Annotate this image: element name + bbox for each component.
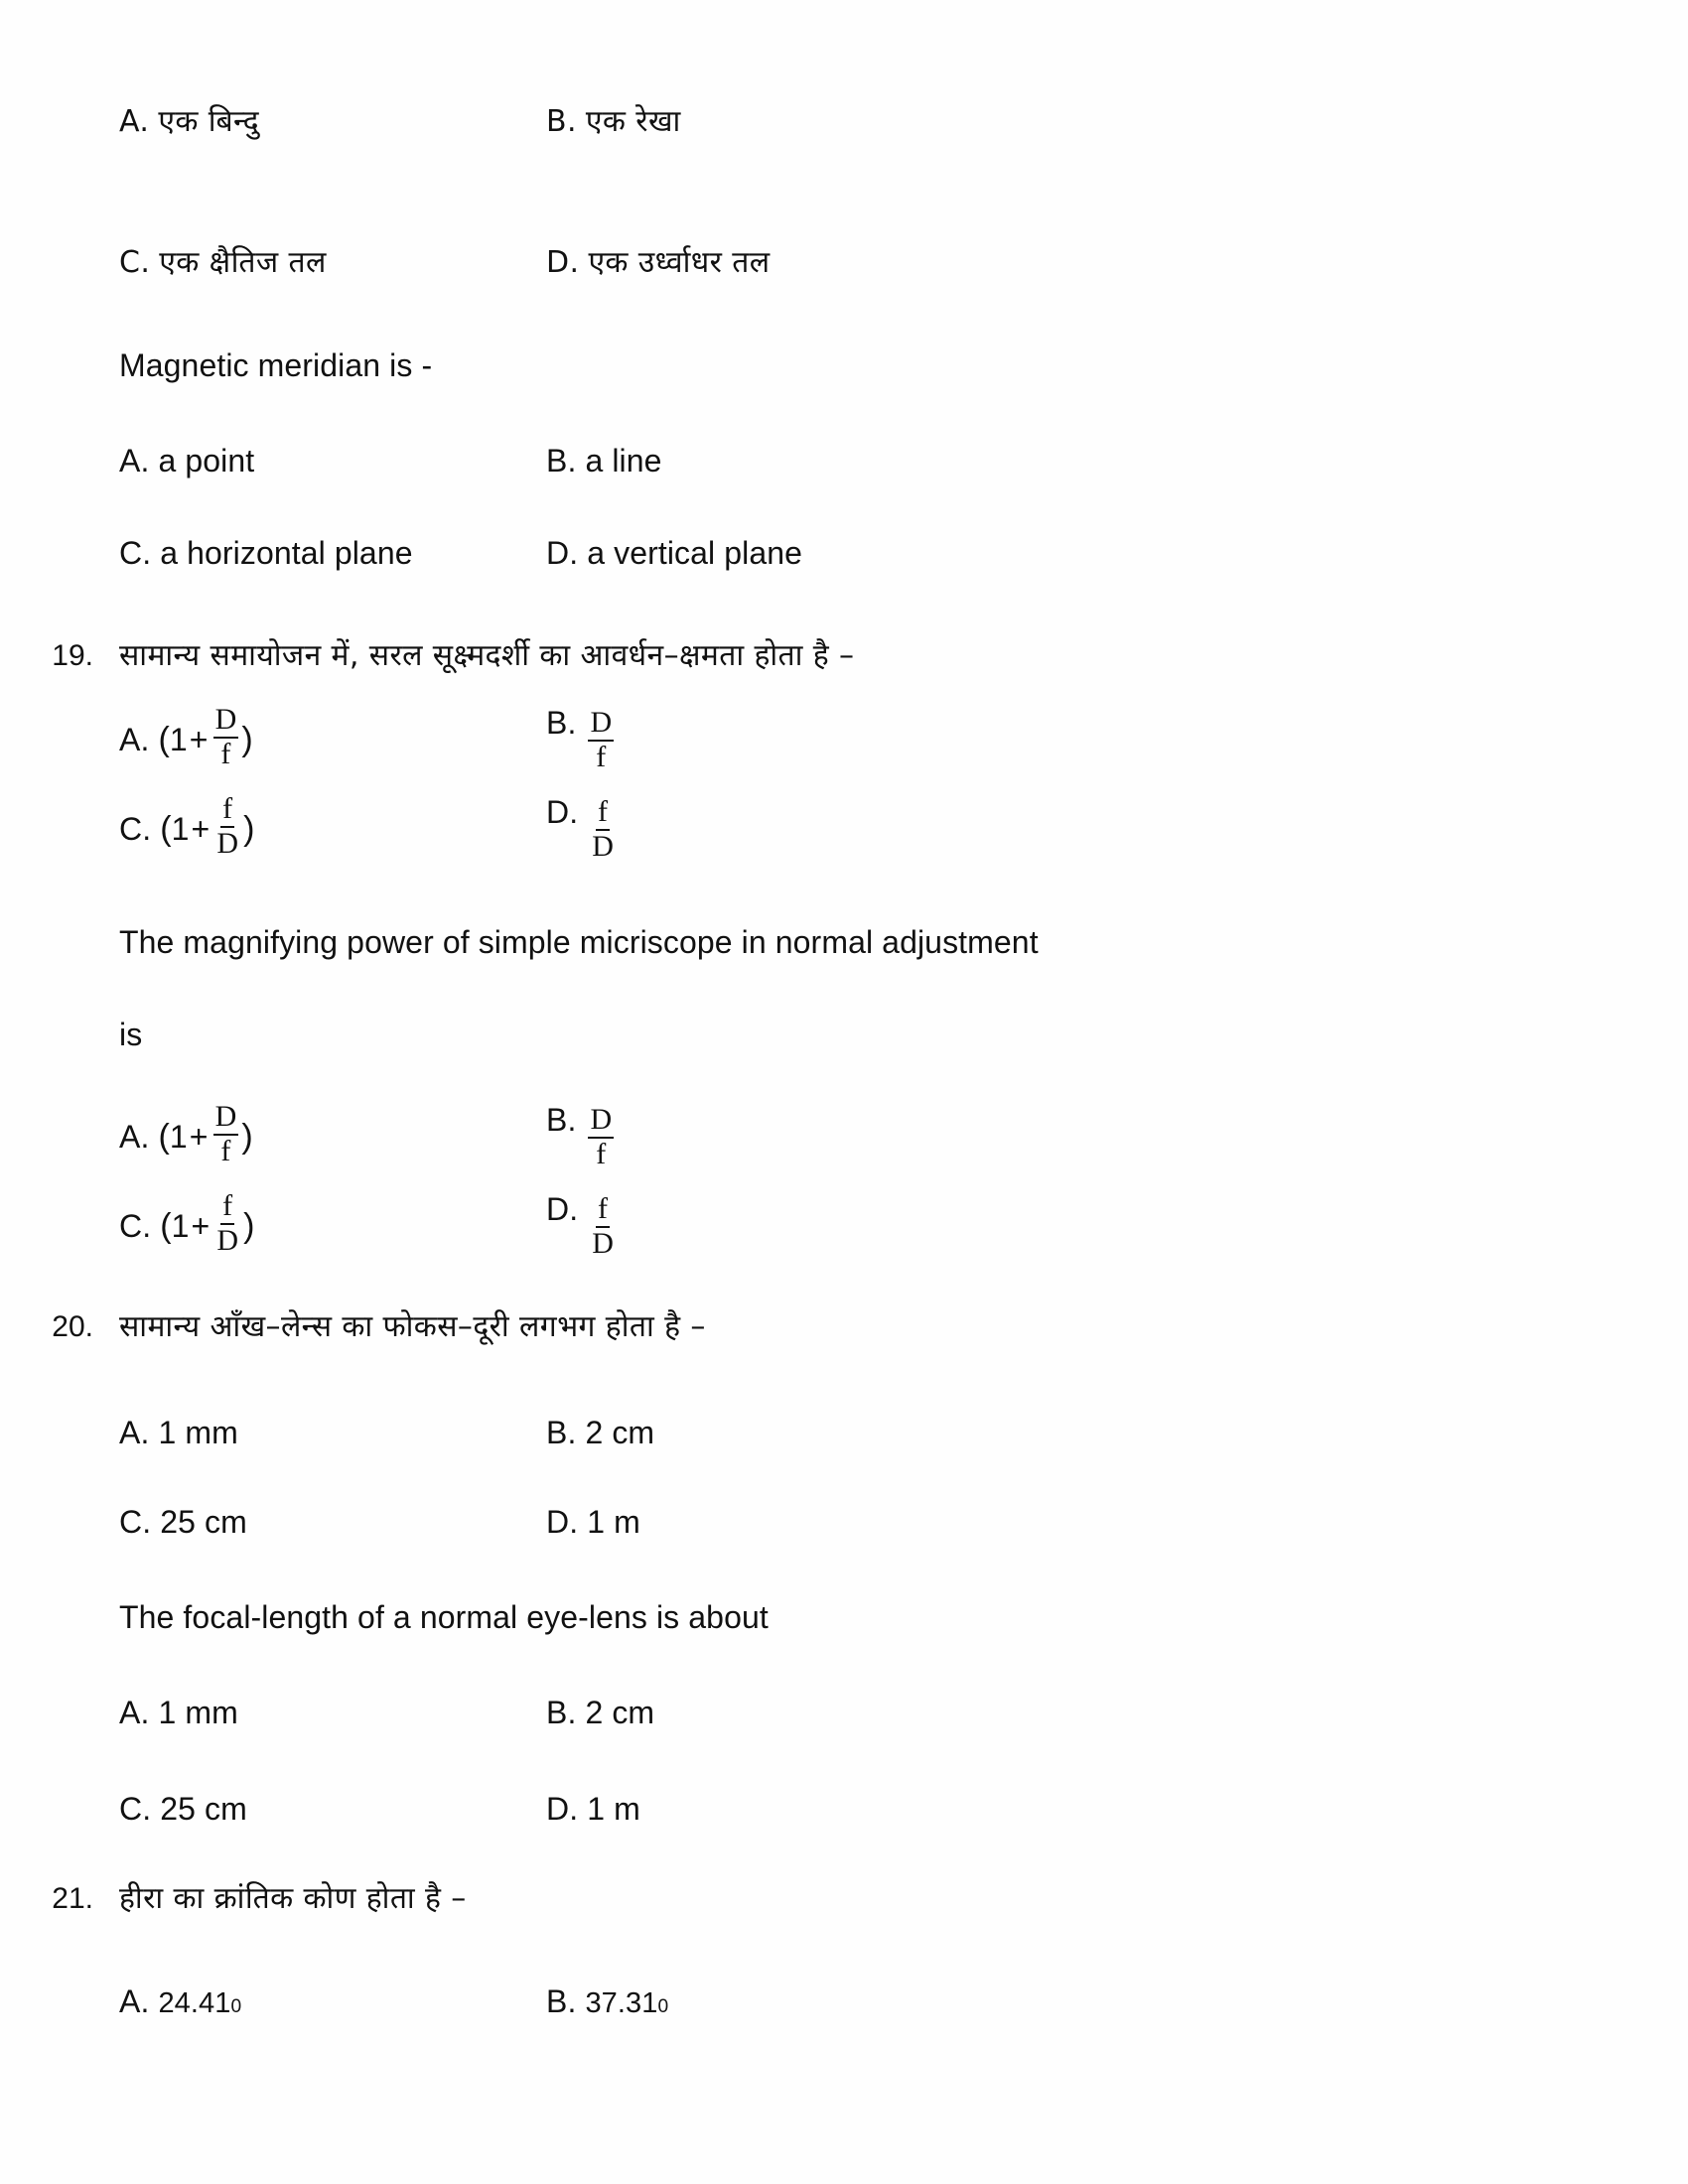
option-text: एक क्षैतिज तल	[159, 245, 327, 280]
option-d[interactable]	[546, 796, 1688, 864]
option-label: A.	[119, 443, 150, 478]
option-value: 37.31	[585, 1987, 658, 2019]
option-a[interactable]	[119, 445, 546, 477]
open-paren: (	[158, 720, 170, 758]
fraction-denominator: D	[592, 829, 614, 863]
option-d[interactable]	[546, 537, 1688, 569]
question-19-english-options-row-1	[0, 1100, 1688, 1171]
option-label: A.	[119, 1695, 150, 1730]
option-c[interactable]	[119, 1506, 546, 1538]
option-text: a vertical plane	[587, 535, 803, 571]
close-paren: )	[243, 809, 255, 848]
question-20-hindi-options-row-2	[0, 1506, 1688, 1538]
open-paren: (	[160, 809, 172, 848]
plus-sign: +	[189, 1118, 209, 1155]
question-stem-text: The focal-length of a normal eye-lens is about	[119, 1599, 769, 1635]
option-b[interactable]	[546, 1104, 1688, 1171]
option-label: A.	[119, 1118, 150, 1155]
formula-one: 1	[171, 810, 190, 847]
option-label: C.	[119, 245, 151, 280]
option-text: एक रेखा	[585, 104, 681, 139]
question-stem-text: सामान्य समायोजन में, सरल सूक्ष्मदर्शी का आवर्धन–क्षमता होता है –	[119, 638, 855, 673]
fraction-denominator: f	[596, 1137, 607, 1170]
fraction-numerator: D	[213, 705, 239, 739]
option-c[interactable]	[119, 537, 546, 569]
question-number-21: 21.	[52, 1882, 93, 1915]
option-value: 24.41	[158, 1987, 231, 2019]
fraction-denominator: f	[220, 1134, 231, 1167]
option-text: a line	[585, 443, 662, 478]
question-number-19: 19.	[52, 639, 93, 672]
question-stem-text: is	[119, 1017, 143, 1052]
question-20-hindi-options-row-1	[0, 1417, 1688, 1448]
option-text: एक बिन्दु	[158, 104, 260, 139]
prev-question-hindi-options-row-1	[0, 104, 1688, 139]
option-d[interactable]	[546, 1793, 1688, 1825]
option-label: D.	[546, 245, 580, 280]
option-b[interactable]: B. 37.31 0	[546, 1983, 669, 2019]
option-text: 1 mm	[158, 1415, 238, 1450]
fraction-denominator: D	[216, 1223, 239, 1257]
option-label: B.	[546, 1695, 577, 1730]
question-20-english-stem	[0, 1601, 1688, 1633]
option-label: D.	[546, 535, 579, 571]
option-text: a point	[158, 443, 255, 478]
option-label: B.	[546, 1102, 577, 1138]
question-19-hindi-options-row-2	[0, 792, 1688, 864]
option-label: C.	[119, 1207, 152, 1244]
option-label: B.	[546, 443, 577, 478]
option-b[interactable]	[546, 707, 1688, 774]
prev-question-english-stem	[0, 349, 1688, 381]
close-paren: )	[243, 1206, 255, 1245]
option-label: C.	[119, 810, 152, 847]
question-19-english-options-row-2	[0, 1189, 1688, 1261]
fraction-numerator: f	[220, 1191, 234, 1225]
fraction-numerator: D	[588, 708, 614, 742]
question-19-hindi-options-row-1	[0, 703, 1688, 774]
option-b[interactable]	[546, 104, 1688, 139]
option-label: A.	[119, 1415, 150, 1450]
option-d[interactable]	[546, 1506, 1688, 1538]
question-stem-text: Magnetic meridian is -	[119, 347, 433, 383]
option-text: 2 cm	[585, 1415, 655, 1450]
fraction	[214, 1191, 240, 1256]
option-text: 1 m	[587, 1791, 640, 1827]
option-text: 1 m	[587, 1504, 640, 1540]
option-a[interactable]	[119, 104, 546, 139]
formula-one: 1	[171, 1207, 190, 1244]
option-d[interactable]	[546, 1193, 1688, 1261]
option-label: B.	[546, 1415, 577, 1450]
fraction-denominator: f	[596, 740, 607, 773]
question-21-hindi-stem	[0, 1881, 1688, 1916]
question-20-english-options-row-1	[0, 1697, 1688, 1728]
option-label: D.	[546, 1191, 579, 1227]
fraction-denominator: D	[216, 826, 239, 860]
option-b[interactable]	[546, 445, 1688, 477]
option-c[interactable]	[119, 1189, 546, 1258]
fraction	[590, 1194, 616, 1259]
fraction-numerator: f	[220, 794, 234, 828]
option-formula	[160, 1189, 255, 1258]
option-label: D.	[546, 1504, 579, 1540]
option-label: D.	[546, 1791, 579, 1827]
question-number-20: 20.	[52, 1310, 93, 1343]
option-label: B.	[546, 1983, 577, 2019]
option-formula	[158, 1100, 253, 1168]
plus-sign: +	[191, 810, 211, 847]
option-text: a horizontal plane	[160, 535, 413, 571]
close-paren: )	[241, 720, 253, 758]
option-d[interactable]	[546, 245, 1688, 280]
question-stem-text: The magnifying power of simple micriscope in normal adjustment	[119, 924, 1039, 960]
open-paren: (	[160, 1206, 172, 1245]
option-c[interactable]	[119, 245, 546, 280]
fraction	[588, 1105, 614, 1169]
plus-sign: +	[191, 1207, 211, 1244]
option-formula	[160, 792, 255, 861]
option-formula	[158, 703, 253, 771]
question-21-hindi-options-row-1	[0, 1985, 1688, 2018]
open-paren: (	[158, 1117, 170, 1156]
prev-question-english-options-row-2	[0, 537, 1688, 569]
option-label: A.	[119, 721, 150, 757]
option-text: 25 cm	[160, 1504, 247, 1540]
question-19-english-stem-line-1	[0, 926, 1688, 958]
question-19-hindi-stem	[0, 638, 1688, 673]
fraction-numerator: f	[596, 1194, 610, 1228]
question-20-english-options-row-2	[0, 1793, 1688, 1825]
option-a[interactable]	[119, 1100, 546, 1168]
question-20-hindi-stem	[0, 1309, 1688, 1344]
option-text: एक उर्ध्वाधर तल	[588, 245, 771, 280]
fraction	[214, 794, 240, 859]
fraction-numerator: D	[213, 1102, 239, 1136]
option-a[interactable]	[119, 1417, 546, 1448]
plus-sign: +	[189, 721, 209, 757]
prev-question-english-options-row-1	[0, 445, 1688, 477]
prev-question-hindi-options-row-2	[0, 245, 1688, 280]
question-19-english-stem-line-2	[0, 1019, 1688, 1050]
formula-one: 1	[169, 1118, 188, 1155]
fraction	[213, 705, 239, 769]
fraction-numerator: f	[596, 797, 610, 831]
option-label: C.	[119, 1791, 152, 1827]
option-label: A.	[119, 1983, 150, 2019]
option-text: 25 cm	[160, 1791, 247, 1827]
option-label: C.	[119, 1504, 152, 1540]
option-text: 1 mm	[158, 1695, 238, 1730]
question-stem-text: सामान्य आँख–लेन्स का फोकस–दूरी लगभग होता है –	[119, 1309, 706, 1344]
option-b[interactable]	[546, 1697, 1688, 1728]
option-a[interactable]: A. 24.41 0	[119, 1983, 242, 2019]
option-a[interactable]	[119, 703, 546, 771]
option-label: B.	[546, 705, 577, 741]
option-a[interactable]	[119, 1697, 546, 1728]
option-label: C.	[119, 535, 152, 571]
option-c[interactable]	[119, 1793, 546, 1825]
fraction-denominator: f	[220, 737, 231, 770]
option-c[interactable]	[119, 792, 546, 861]
fraction	[590, 797, 616, 862]
option-text: 2 cm	[585, 1695, 655, 1730]
question-stem-text: हीरा का क्रांतिक कोण होता है –	[119, 1881, 467, 1916]
option-label: D.	[546, 794, 579, 830]
option-label: A.	[119, 104, 150, 139]
option-label: B.	[546, 104, 577, 139]
option-b[interactable]	[546, 1417, 1688, 1448]
formula-one: 1	[169, 721, 188, 757]
fraction	[213, 1102, 239, 1166]
fraction	[588, 708, 614, 772]
fraction-numerator: D	[588, 1105, 614, 1139]
fraction-denominator: D	[592, 1226, 614, 1260]
close-paren: )	[241, 1117, 253, 1156]
